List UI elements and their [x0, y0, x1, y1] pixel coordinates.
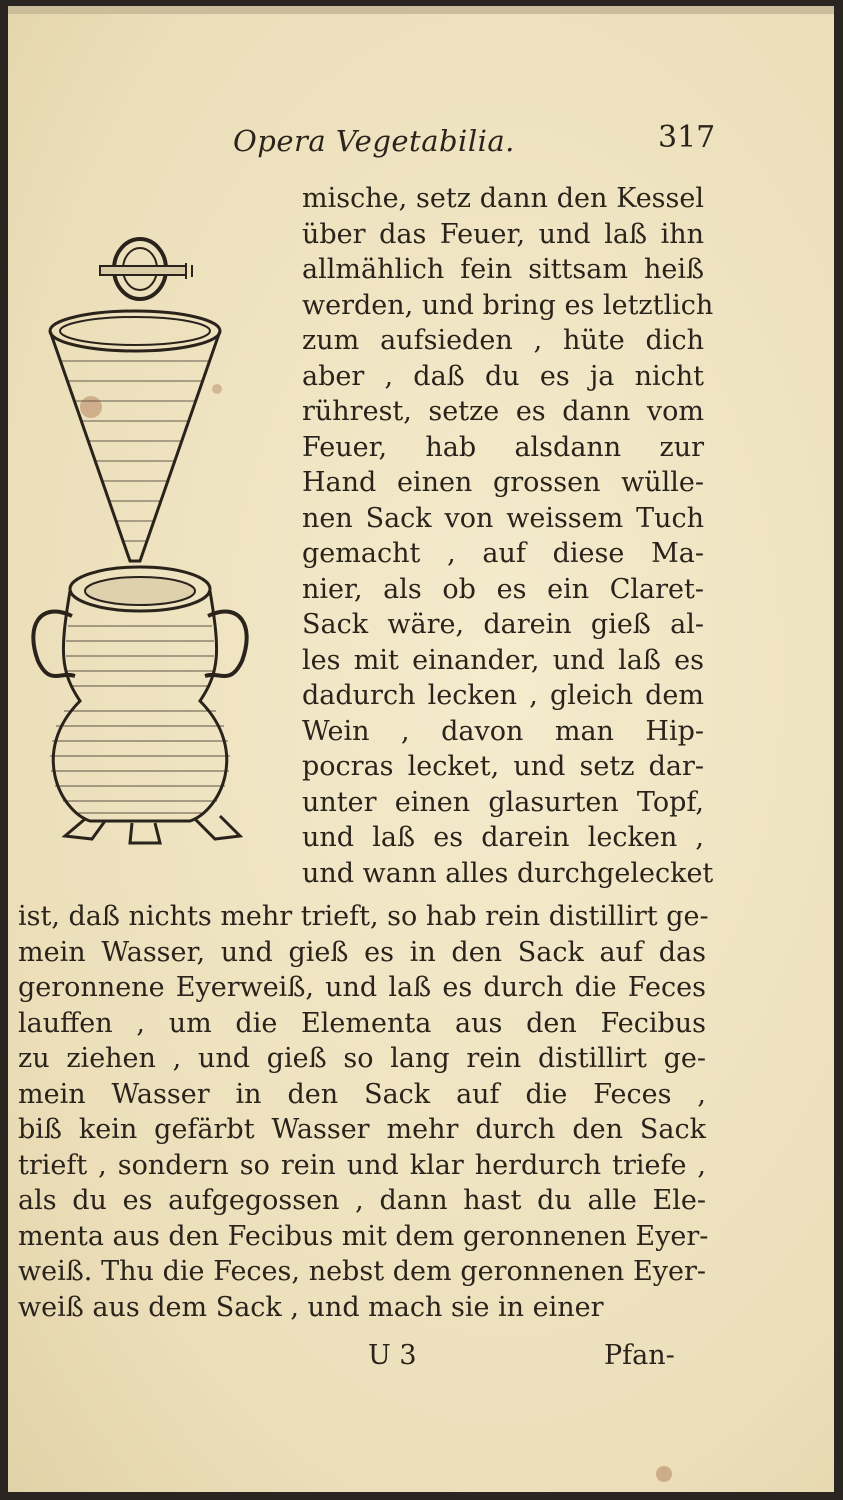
text-line: menta aus den Fecibus mit dem geronnenen Eyer-	[18, 1220, 709, 1252]
text-line: geronnene Eyerweiß, und laß es durch die Feces	[18, 972, 706, 1003]
foxing-spot	[212, 384, 222, 394]
page-number: 317	[658, 120, 716, 155]
text-line: über das Feuer, und laß ihn	[302, 218, 704, 250]
text-line: mein Wasser in den Sack auf die Feces ,	[18, 1078, 706, 1110]
catchword: Pfan-	[604, 1340, 675, 1371]
text-line: rührest, setze es dann vom	[302, 396, 704, 427]
text-line: weiß. Thu die Feces, nebst dem geronnenen Eyer-	[18, 1256, 706, 1287]
text-line: zu ziehen , und gieß so lang rein distillirt ge-	[18, 1043, 706, 1074]
text-line: ist, daß nichts mehr trieft, so hab rein distillirt ge-	[18, 901, 709, 932]
text-line: Feuer, hab alsdann zur	[302, 431, 704, 463]
text-line: und laß es darein lecken ,	[302, 822, 704, 853]
foxing-spot	[656, 1466, 672, 1482]
text-line: Wein , davon man Hip-	[302, 715, 704, 747]
text-line: allmählich fein sittsam heiß	[302, 254, 704, 285]
funnel-and-pot-illustration	[20, 231, 270, 861]
text-line: unter einen glasurten Topf,	[302, 786, 704, 818]
text-line: und wann alles durchgelecket	[302, 857, 714, 889]
text-line: lauffen , um die Elementa aus den Fecibus	[18, 1007, 706, 1039]
text-line: mische, setz dann den Kessel	[302, 183, 704, 214]
text-line: weiß aus dem Sack , und mach sie in einer	[18, 1291, 604, 1323]
text-line: les mit einander, und laß es	[302, 644, 704, 676]
text-line: nier, als ob es ein Claret-	[302, 573, 704, 605]
page-edge	[8, 6, 834, 14]
text-line: nen Sack von weissem Tuch	[302, 502, 704, 534]
text-line: Sack wäre, darein gieß al-	[302, 609, 704, 640]
text-line: aber , daß du es ja nicht	[302, 360, 704, 392]
text-line: werden, und bring es letztlich	[302, 289, 714, 321]
text-line: Hand einen grossen wülle-	[302, 467, 704, 498]
text-line: zum aufsieden , hüte dich	[302, 325, 704, 356]
signature-mark: U 3	[368, 1340, 417, 1371]
text-line: biß kein gefärbt Wasser mehr durch den Sack	[18, 1114, 706, 1145]
book-page	[8, 6, 834, 1492]
text-line: dadurch lecken , gleich dem	[302, 680, 704, 711]
text-line: trieft , sondern so rein und klar herdurch triefe ,	[18, 1149, 706, 1181]
text-line: als du es aufgegossen , dann hast du alle Ele-	[18, 1185, 706, 1216]
foxing-spot	[80, 396, 102, 418]
text-line: gemacht , auf diese Ma-	[302, 538, 704, 569]
running-title: Opera Vegetabilia.	[233, 124, 515, 158]
text-line: pocras lecket, und setz dar-	[302, 751, 704, 782]
text-line: mein Wasser, und gieß es in den Sack auf das	[18, 936, 706, 968]
